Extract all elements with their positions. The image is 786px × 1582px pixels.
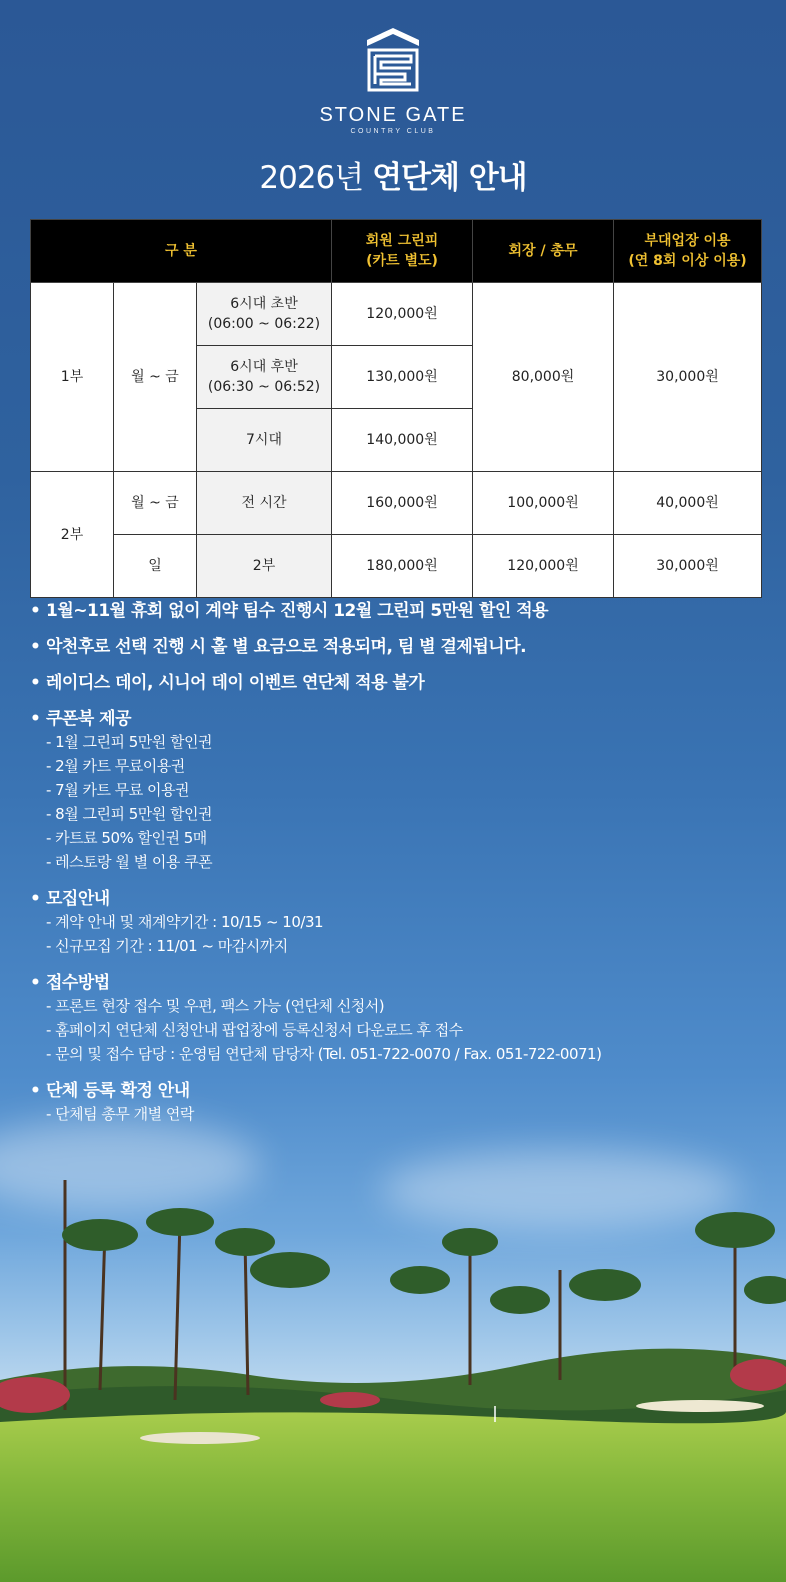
bullet-dot-icon: •	[30, 973, 41, 993]
fairway	[0, 1412, 786, 1582]
brand-subtitle: COUNTRY CLUB	[350, 128, 436, 135]
brand-name: STONE GATE	[319, 104, 467, 126]
cell-slot: 전 시간	[197, 472, 332, 535]
cell-days: 월 ~ 금	[114, 283, 197, 472]
cell-fee: 120,000원	[332, 283, 473, 346]
list-item: - 1월 그린피 5만원 할인권	[46, 733, 212, 751]
note-text: 악천후로 선택 진행 시 홀 별 요금으로 적용되며, 팀 별 결제됩니다.	[46, 637, 527, 657]
header-green-fee-line1: 회원 그린피	[365, 233, 439, 249]
page-title	[0, 152, 786, 197]
table-row	[31, 283, 762, 346]
slot-time: (06:00 ~ 06:22)	[207, 316, 321, 332]
list-item: - 프론트 현장 접수 및 우편, 팩스 가능 (연단체 신청서)	[46, 997, 385, 1015]
table-header-row	[31, 220, 762, 283]
note-item	[30, 672, 770, 694]
header-facility-line2: (연 8회 이상 이용)	[628, 253, 747, 269]
header-facility	[614, 220, 762, 283]
confirm-list	[30, 1102, 770, 1126]
notes-section	[30, 594, 770, 1126]
cell-slot: 7시대	[197, 409, 332, 472]
cell-part: 1부	[31, 283, 114, 472]
list-item: - 2월 카트 무료이용권	[46, 757, 185, 775]
bullet-dot-icon: •	[30, 637, 41, 657]
cell-fee: 140,000원	[332, 409, 473, 472]
header-green-fee	[332, 220, 473, 283]
logo	[0, 26, 786, 135]
pine-canopies	[62, 1208, 786, 1314]
header-leader: 회장 / 총무	[473, 220, 614, 283]
cell-slot: 2부	[197, 535, 332, 598]
list-item: - 카트료 50% 할인권 5매	[46, 829, 207, 847]
cell-facility: 30,000원	[614, 535, 762, 598]
slot-label: 6시대 초반	[230, 296, 298, 312]
apply-list	[30, 994, 770, 1066]
list-item: - 신규모집 기간 : 11/01 ~ 마감시까지	[46, 937, 288, 955]
note-text: 1월~11월 휴회 없이 계약 팀수 진행시 12월 그린피 5만원 할인 적용	[46, 601, 549, 621]
cell-days: 월 ~ 금	[114, 472, 197, 535]
apply-heading	[30, 972, 770, 994]
note-text: 쿠폰북 제공	[46, 709, 132, 729]
title-year: 2026년	[259, 160, 373, 196]
stone-gate-maze-logo-icon	[363, 26, 423, 96]
cell-facility: 30,000원	[614, 283, 762, 472]
list-item: - 홈페이지 연단체 신청안내 팝업창에 등록신청서 다운로드 후 접수	[46, 1021, 463, 1039]
cell-leader: 120,000원	[473, 535, 614, 598]
bunker	[636, 1400, 764, 1412]
coupon-heading	[30, 708, 770, 730]
cell-slot	[197, 346, 332, 409]
bullet-dot-icon: •	[30, 673, 41, 693]
fee-table	[30, 219, 762, 598]
note-text: 모집안내	[46, 889, 110, 909]
note-text: 레이디스 데이, 시니어 데이 이벤트 연단체 적용 불가	[46, 673, 425, 693]
cell-fee: 180,000원	[332, 535, 473, 598]
coupon-list	[30, 730, 770, 874]
cell-part: 2부	[31, 472, 114, 598]
header-facility-line1: 부대업장 이용	[644, 233, 731, 249]
cell-leader: 100,000원	[473, 472, 614, 535]
confirm-heading	[30, 1080, 770, 1102]
list-item: - 8월 그린피 5만원 할인권	[46, 805, 212, 823]
slot-time: (06:30 ~ 06:52)	[207, 379, 321, 395]
header-category: 구 분	[31, 220, 332, 283]
bullet-dot-icon: •	[30, 601, 41, 621]
list-item: - 계약 안내 및 재계약기간 : 10/15 ~ 10/31	[46, 913, 324, 931]
note-item	[30, 600, 770, 622]
bullet-dot-icon: •	[30, 1081, 41, 1101]
cell-days: 일	[114, 535, 197, 598]
title-main: 연단체 안내	[372, 160, 527, 196]
list-item: - 단체팀 총무 개별 연락	[46, 1105, 194, 1123]
header-green-fee-line2: (카트 별도)	[366, 253, 438, 269]
list-item: - 문의 및 접수 담당 : 운영팀 연단체 담당자 (Tel. 051-722-0070 / Fax. 051-722-0071)	[46, 1045, 602, 1063]
list-item: - 레스토랑 월 별 이용 쿠폰	[46, 853, 213, 871]
note-text: 단체 등록 확정 안내	[46, 1081, 190, 1101]
golf-course-scene	[0, 1150, 786, 1582]
note-item	[30, 636, 770, 658]
slot-label: 6시대 후반	[230, 359, 298, 375]
table-row	[31, 472, 762, 535]
cell-fee: 130,000원	[332, 346, 473, 409]
cell-fee: 160,000원	[332, 472, 473, 535]
recruit-heading	[30, 888, 770, 910]
bunker	[140, 1432, 260, 1444]
bullet-dot-icon: •	[30, 889, 41, 909]
table-row	[31, 535, 762, 598]
list-item: - 7월 카트 무료 이용권	[46, 781, 189, 799]
cell-slot	[197, 283, 332, 346]
note-text: 접수방법	[46, 973, 110, 993]
bullet-dot-icon: •	[30, 709, 41, 729]
cell-facility: 40,000원	[614, 472, 762, 535]
cell-leader: 80,000원	[473, 283, 614, 472]
recruit-list	[30, 910, 770, 958]
